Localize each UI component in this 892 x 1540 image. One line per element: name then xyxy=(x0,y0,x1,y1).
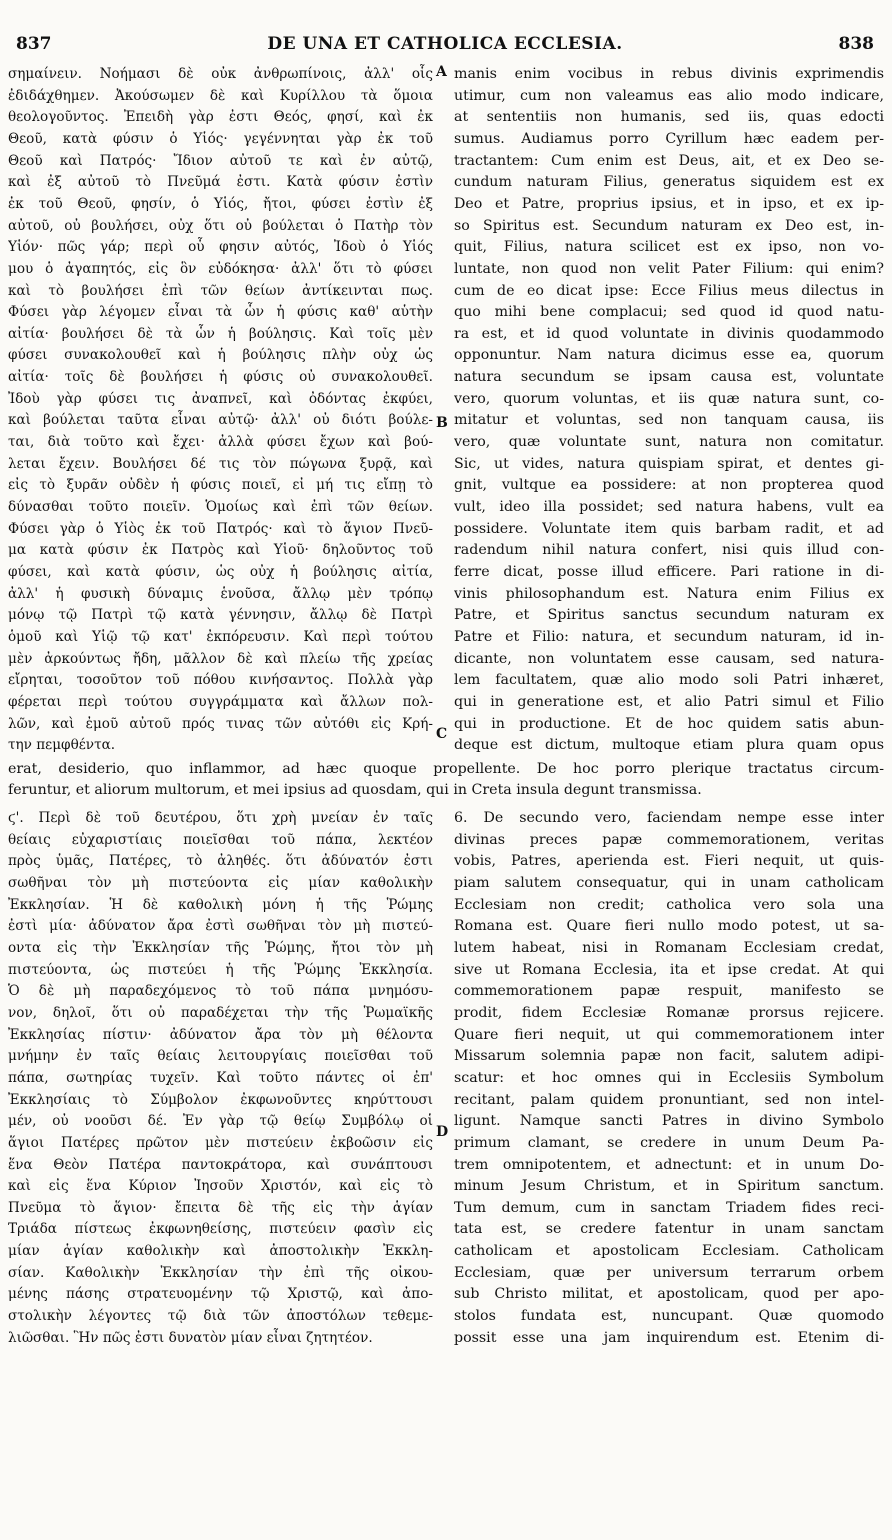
latin-text-line: possit esse una jam inquirendum est. Etenim di- xyxy=(454,1329,884,1346)
greek-text-line: μέν, οὐ νοοῦσι δέ. Ἐν γὰρ τῷ θείῳ Συμβόλῳ οἱ xyxy=(8,1113,433,1130)
latin-text-line: cum de eo dicat ipse: Ecce Filius meus dilectus in xyxy=(454,282,884,299)
latin-text-line: ra est, et id quod voluntate in divinis quodammodo xyxy=(454,325,884,342)
latin-text-line: Sic, ut vides, natura quispiam spirat, et dentes gi- xyxy=(454,455,884,472)
page-number-left: 837 xyxy=(16,34,52,54)
latin-text-line: primum clamant, se credere in unum Deum Pa- xyxy=(454,1134,884,1151)
greek-text-line: Τριάδα πίστεως ἐκφωνηθείσης, πιστεύειν φασὶν εἰς xyxy=(8,1221,433,1238)
latin-text-line: radendum nihil natura confert, nisi quis illud con- xyxy=(454,542,884,559)
greek-text-line: Ἐκκλησίαν. Ἡ δὲ καθολικὴ μόνη ἡ τῆς Ῥώμης xyxy=(8,896,433,913)
latin-text-line: divinas preces papæ commemorationem, veritas xyxy=(454,831,884,848)
greek-text-line: ὁμοῦ καὶ Υἱῷ τῷ κατ' ἐκπόρευσιν. Καὶ περὶ τούτου xyxy=(8,628,433,645)
greek-text-line: Υἱόν· πῶς γάρ; περὶ οὗ φησιν αὐτός, Ἰδοὺ ὁ Υἱός xyxy=(8,239,433,256)
greek-text-line: φέρεται περὶ τούτου συγγράμματα καὶ ἄλλων πολ- xyxy=(8,693,433,710)
greek-text-line: την πεμφθέντα. xyxy=(8,737,116,754)
greek-text-line: ἐστὶ μία· ἀδύνατον ἄρα ἐστὶ σωθῆναι τὸν μὴ πιστεύ- xyxy=(8,918,433,935)
latin-text-line: vinis philosophandum est. Natura enim Filius ex xyxy=(454,585,884,602)
greek-text-line: ἀλλ' ἡ φυσικὴ δύναμις ἑνοῦσα, ἄλλῳ μὲν τρόπῳ xyxy=(8,585,433,602)
greek-text-line: φύσει συνακολουθεῖ καὶ ἡ βούλησις πλὴν οὐχ ὡς xyxy=(8,347,433,364)
latin-text-line: tata est, se credere fatentur in unam sanctam xyxy=(454,1221,884,1238)
latin-text-line: qui in productione. Et de hoc quidem satis abun- xyxy=(454,715,884,732)
greek-text-line: Φύσει γὰρ ὁ Υἱὸς ἐκ τοῦ Πατρός· καὶ τὸ ἅγιον Πνεῦ- xyxy=(8,520,433,537)
latin-text-line: minum Jesum Christum, et in Spiritum sanctum. xyxy=(454,1178,884,1195)
latin-text-line: Patre et Filio: natura, et secundum naturam, id in- xyxy=(454,628,884,645)
greek-text-line: μένης πάσης στρατευομένην τῷ Χριστῷ, καὶ ἀπο- xyxy=(8,1286,433,1303)
full-width-text-line: feruntur, et aliorum multorum, et mei ipsius ad quosdam, qui in Creta insula degunt transmissa. xyxy=(8,782,702,799)
latin-text-line: vero, quorum voluntas, et iis quæ natura sunt, co- xyxy=(454,390,884,407)
latin-text-line: qui in generatione est, et alio Patri simul et Filio xyxy=(454,693,884,710)
greek-text-line: σημαίνειν. Νοήμασι δὲ οὐκ ἀνθρωπίνοις, ἀλλ' οἷς xyxy=(8,66,433,82)
greek-text-line: ϛ'. Περὶ δὲ τοῦ δευτέρου, ὅτι χρὴ μνείαν ἐν ταῖς xyxy=(8,810,433,827)
greek-text-line: πιστεύοντα, ὡς πιστεύει ἡ τῆς Ῥώμης Ἐκκλησία. xyxy=(8,961,433,978)
latin-text-line: quo mihi bene complacui; sed quod id quod natu- xyxy=(454,304,884,321)
section-marker: A xyxy=(436,64,447,80)
greek-text-line: μνήμην ἐν ταῖς θείαις λειτουργίαις ποιεῖσθαι τοῦ xyxy=(8,1048,433,1065)
latin-text-line: vult, ideo illa possidet; sed natura habens, vult ea xyxy=(454,499,884,515)
latin-text-line: stolos fundata est, nuncupant. Quæ quomodo xyxy=(454,1308,884,1325)
section-marker: D xyxy=(436,1124,449,1141)
latin-text-line: sub Christo militat, et apostolicam, quod per apo- xyxy=(454,1286,884,1303)
section-marker: B xyxy=(436,414,448,431)
full-width-text-line: erat, desiderio, quo inflammor, ad hæc quoque propellente. De hoc porro plerique tractatus circum- xyxy=(8,760,884,777)
section-marker: C xyxy=(436,726,448,743)
greek-text-line: θείαις εὐχαριστίαις ποιεῖσθαι τοῦ πάπα, λεκτέον xyxy=(8,831,433,848)
latin-text-line: piam salutem consequatur, qui in unam catholicam xyxy=(454,875,884,892)
greek-text-line: νον, δηλοῖ, ὅτι οὐ παραδέχεται τὴν τῆς Ῥωμαϊκῆς xyxy=(8,1004,433,1021)
latin-text-line: manis enim vocibus in rebus divinis exprimendis xyxy=(454,66,884,82)
latin-text-line: vobis, Patres, aperienda est. Fieri nequit, ut quis- xyxy=(454,853,884,870)
greek-text-line: σίαν. Καθολικὴν Ἐκκλησίαν τὴν ἐπὶ τῆς οἰκου- xyxy=(8,1264,433,1281)
latin-text-line: catholicam et apostolicam Ecclesiam. Catholicam xyxy=(454,1243,884,1260)
latin-text-line: ligunt. Namque sancti Patres in divino Symbolo xyxy=(454,1113,884,1130)
greek-text-line: Ἐκκλησίαις τὸ Σύμβολον ἐκφωνοῦντες κηρύττουσι xyxy=(8,1091,433,1108)
greek-text-line: λῶν, καὶ ἐμοῦ αὐτοῦ πρός τινας τῶν αὐτόθι εἰς Κρή- xyxy=(8,715,433,732)
latin-text-line: so Spiritus est. Secundum naturam ex Deo est, in- xyxy=(454,217,884,234)
greek-text-line: δύνασθαι τοῦτο ποιεῖν. Ὁμοίως καὶ ἐπὶ τῶν θείων. xyxy=(8,499,433,515)
latin-text-line: recitant, palam quidem pronuntiant, sed non intel- xyxy=(454,1091,884,1108)
latin-text-line: tractantem: Cum enim est Deus, ait, et ex Deo se- xyxy=(454,152,884,169)
greek-text-line: καὶ εἰς ἕνα Κύριον Ἰησοῦν Χριστόν, καὶ εἰς τὸ xyxy=(8,1178,433,1195)
greek-text-line: αὐτοῦ, οὐ βουλήσει, οὐχ ὅτι οὐ βούλεται ὁ Πατὴρ τὸν xyxy=(8,217,433,234)
latin-text-line: Quare fieri nequit, ut qui commemorationem inter xyxy=(454,1026,884,1043)
latin-text-line: sumus. Audiamus porro Cyrillum hæc eadem per- xyxy=(454,130,884,147)
greek-text-line: αἰτία· τοῖς δὲ βουλήσει ἡ φύσις οὐ συνακολουθεῖ. xyxy=(8,369,433,386)
latin-text-line: 6. De secundo vero, faciendam nempe esse inter xyxy=(454,810,884,827)
greek-text-line: καὶ τὸ βουλήσει ἐπὶ τῶν θείων ἀντίκεινται πως. xyxy=(8,282,433,299)
greek-text-line: μίαν ἁγίαν καθολικὴν καὶ ἀποστολικὴν Ἐκκλη- xyxy=(8,1243,433,1260)
latin-text-line: natura secundum se ipsam causa est, voluntate xyxy=(454,369,884,386)
latin-text-line: opponuntur. Nam natura dicimus esse ea, quorum xyxy=(454,347,884,364)
greek-text-line: πρὸς ὑμᾶς, Πατέρες, τὸ ἀληθές. ὅτι ἀδύνατόν ἐστι xyxy=(8,853,433,870)
latin-text-line: vero, quæ voluntate sunt, natura non comitatur. xyxy=(454,434,884,451)
latin-text-line: lem facultatem, quæ alio modo soli Patri inhæret, xyxy=(454,672,884,689)
latin-text-line: lutem habeat, nisi in Romanam Ecclesiam credat, xyxy=(454,940,884,956)
greek-text-line: πάπα, σωτηρίας τυχεῖν. Καὶ τοῦτο πάντες οἱ ἐπ' xyxy=(8,1069,433,1086)
greek-text-line: Πνεῦμα τὸ ἅγιον· ἔπειτα δὲ τῆς εἰς τὴν ἁγίαν xyxy=(8,1199,433,1216)
latin-text-line: at sententiis non humanis, sed iis, quas edocti xyxy=(454,109,884,126)
greek-text-line: εἰς τὸ ξυρᾶν οὐδὲν ἡ φύσις ποιεῖ, εἰ μή τις εἴπῃ τὸ xyxy=(8,477,433,494)
page-number-right: 838 xyxy=(838,34,874,54)
greek-text-line: Ὁ δὲ μὴ παραδεχόμενος τὸ τοῦ πάπα μνημόσυ- xyxy=(8,983,433,1000)
greek-text-line: θεολογοῦντος. Ἐπειδὴ γὰρ ἐστι Θεός, φησί, καὶ ἐκ xyxy=(8,109,433,126)
latin-text-line: Deo et Patre, proprius ipsius, et in ipso, et ex ip- xyxy=(454,195,884,212)
page-header xyxy=(16,34,874,64)
latin-text-line: trem omnipotentem, et adnectunt: et in unum Do- xyxy=(454,1156,884,1173)
latin-text-line: prodit, fidem Ecclesiæ Romanæ prorsus rejicere. xyxy=(454,1004,884,1021)
greek-text-line: μὲν ἀρκούντως ἤδη, μᾶλλον δὲ καὶ πλείω τῆς χρείας xyxy=(8,650,433,667)
latin-text-line: luntate, non quod non velit Pater Filium: qui enim? xyxy=(454,260,884,277)
running-title: DE UNA ET CATHOLICA ECCLESIA. xyxy=(267,34,623,54)
greek-text-line: ἕνα Θεὸν Πατέρα παντοκράτορα, καὶ συνάπτουσι xyxy=(8,1156,433,1173)
latin-text-line: deque est dictum, multoque etiam plura quam opus xyxy=(454,737,884,754)
latin-text-line: commemorationem papæ respuit, manifesto se xyxy=(454,983,884,1000)
greek-text-line: οντα εἰς τὴν Ἐκκλησίαν τῆς Ῥώμης, ἤτοι τὸν μὴ xyxy=(8,940,433,956)
latin-text-line: ferre dicat, posse illud efficere. Pari ratione in di- xyxy=(454,563,884,580)
latin-text-line: Ecclesiam non credit; catholica vero sola una xyxy=(454,896,884,913)
latin-text-line: Missarum solemnia papæ non facit, salutem adipi- xyxy=(454,1048,884,1065)
greek-text-line: Ἰδοὺ γὰρ φύσει τις ἀναπνεῖ, καὶ ὀδόντας ἐκφύει, xyxy=(8,390,433,407)
greek-text-line: Θεοῦ καὶ Πατρός· Ἴδιον αὐτοῦ τε καὶ ἐν αὐτῷ, xyxy=(8,152,433,169)
greek-text-line: καὶ βούλεται ταῦτα εἶναι αὐτῷ· ἀλλ' οὐ διότι βούλε- xyxy=(8,412,433,429)
greek-text-line: λιῶσθαι. Ἣν πῶς ἐστι δυνατὸν μίαν εἶναι ζητητέον. xyxy=(8,1329,373,1346)
greek-text-line: ται, διὰ τοῦτο καὶ ἔχει· ἀλλὰ φύσει ἔχων καὶ βού- xyxy=(8,434,433,451)
latin-text-line: Romana est. Quare fieri nullo modo potest, ut sa- xyxy=(454,918,884,935)
greek-text-line: Θεοῦ, κατὰ φύσιν ὁ Υἱός· γεγέννηται γὰρ ἐκ τοῦ xyxy=(8,130,433,147)
latin-text-line: dicante, non voluntatem esse causam, sed natura- xyxy=(454,650,884,667)
greek-text-line: ἐδιδάχθημεν. Ἀκούσωμεν δὲ καὶ Κυρίλλου τὰ ὅμοια xyxy=(8,87,433,104)
greek-text-line: ἅγιοι Πατέρες πρῶτον μὲν πιστεύειν ἐκβοῶσιν εἰς xyxy=(8,1134,433,1151)
latin-text-line: Tum demum, cum in sanctam Triadem fides reci- xyxy=(454,1199,884,1216)
latin-text-line: mitatur et voluntas, sed non tanquam causa, iis xyxy=(454,412,884,429)
greek-text-line: μα κατὰ φύσιν ἐκ Πατρὸς καὶ Υἱοῦ· δηλοῦντος τοῦ xyxy=(8,542,433,559)
greek-text-line: μου ὁ ἀγαπητός, εἰς ὃν εὐδόκησα· ἀλλ' ὅτι τὸ φύσει xyxy=(8,260,433,277)
latin-text-line: quit, Filius, natura scilicet est ex ipso, non vo- xyxy=(454,239,884,256)
greek-text-line: καὶ ἐξ αὐτοῦ τὸ Πνεῦμά ἐστι. Κατὰ φύσιν ἐστὶν xyxy=(8,174,433,191)
greek-text-line: Ἐκκλησίας πίστιν· ἀδύνατον ἄρα τὸν μὴ θέλοντα xyxy=(8,1026,433,1043)
greek-text-line: μόνῳ τῷ Πατρὶ τῷ κατὰ γέννησιν, ἄλλῳ δὲ Πατρὶ xyxy=(8,607,433,624)
greek-text-line: εἴρηται, τοσοῦτον τοῦ πόθου κινήσαντος. Πολλὰ γὰρ xyxy=(8,672,433,689)
latin-text-line: Patre, et Spiritus sanctus secundum naturam ex xyxy=(454,607,884,624)
latin-text-line: gnit, vultque ea possidere: at non propterea quod xyxy=(454,477,884,494)
latin-text-line: sive ut Romana Ecclesia, ita et ipse credat. At qui xyxy=(454,961,884,978)
greek-text-line: σωθῆναι τὸν μὴ πιστεύοντα εἰς μίαν καθολικὴν xyxy=(8,875,433,892)
greek-text-line: Φύσει γὰρ λέγομεν εἶναι τὰ ὧν ἡ φύσις καθ' αὑτὴν xyxy=(8,304,433,321)
latin-text-line: cundum naturam Filius, generatus siquidem est ex xyxy=(454,174,884,191)
latin-text-line: possidere. Voluntate item quis barbam radit, et ad xyxy=(454,520,884,537)
greek-text-line: στολικὴν λέγοντες τῷ διὰ τῶν ἀποστόλων τεθεμε- xyxy=(8,1308,433,1325)
latin-text-line: utimur, cum non valeamus eas alio modo indicare, xyxy=(454,87,884,104)
greek-text-line: αἰτία· βουλήσει δὲ τὰ ὧν ἡ βούλησις. Καὶ τοῖς μὲν xyxy=(8,325,433,342)
latin-text-line: Ecclesiam, quæ per universum terrarum orbem xyxy=(454,1264,884,1281)
greek-text-line: λεται ἔχειν. Βουλήσει δέ τις τὸν πώγωνα ξυρᾷ, καὶ xyxy=(8,455,433,472)
latin-text-line: scatur: et hoc omnes qui in Ecclesiis Symbolum xyxy=(454,1069,884,1086)
greek-text-line: ἐκ τοῦ Θεοῦ, φησίν, ὁ Υἱός, ἤτοι, φύσει ἐστὶν ἐξ xyxy=(8,195,433,212)
greek-text-line: φύσει, καὶ κατὰ φύσιν, ὡς οὐχ ἡ βούλησις αἰτία, xyxy=(8,563,433,580)
